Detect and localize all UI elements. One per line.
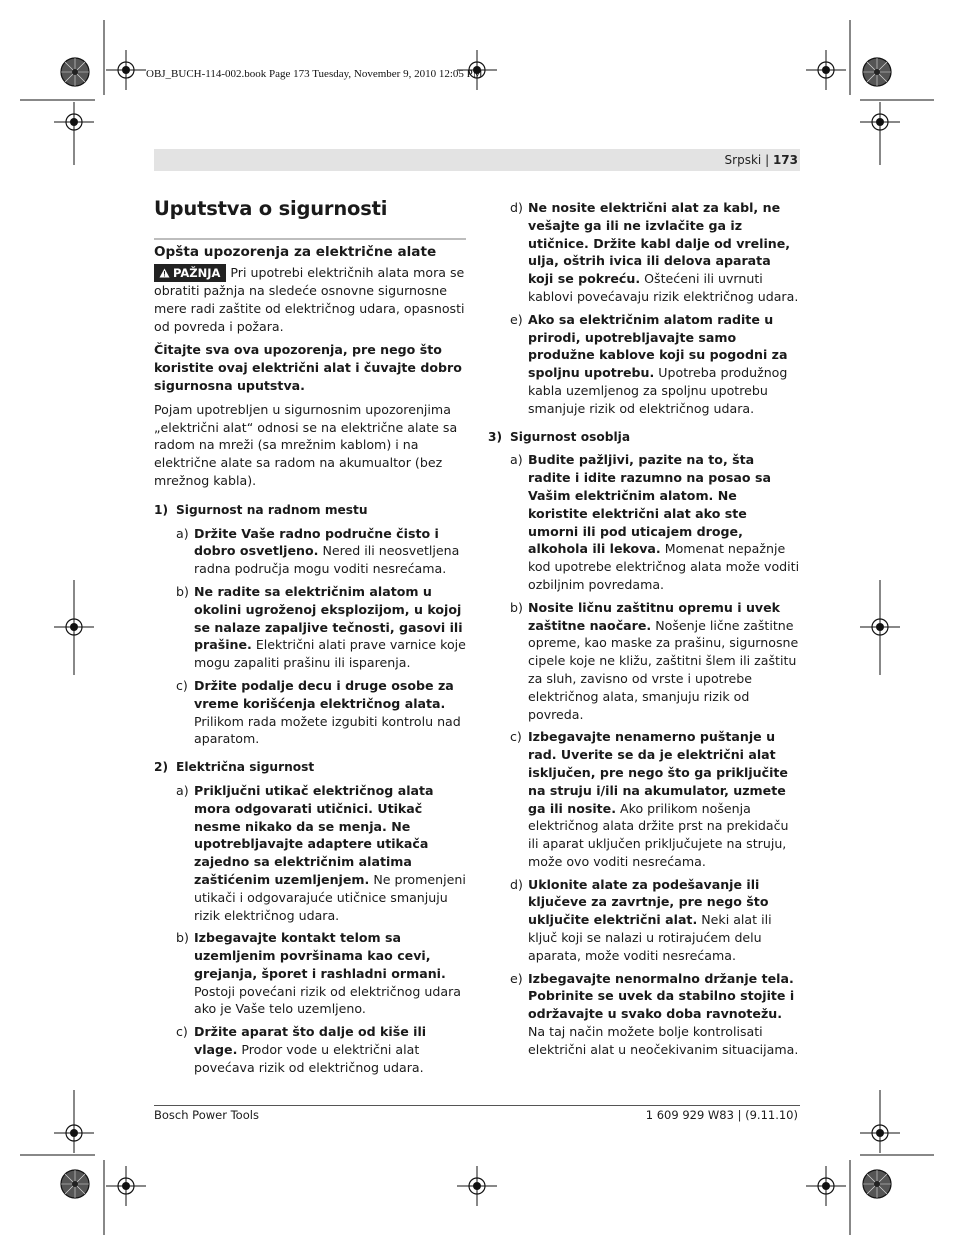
header-band [154, 149, 800, 171]
footer-rule [154, 1105, 800, 1106]
item-text: Prilikom rada možete izgubiti kontrolu nad aparatom. [194, 713, 461, 747]
list-item [488, 599, 800, 724]
item-bold: Izbegavajte nenamerno puštanje u rad. Uverite se da je električni alat isključen, pre nego što ga priključite na struju i/ili na akumulator, uzmete ga ili nosite. [528, 729, 788, 816]
header-language: Srpski [724, 153, 762, 167]
page-title: Uputstva o sigurnosti [154, 197, 388, 220]
section-2-heading [154, 759, 466, 777]
item-text: Upotreba produžnog kabla uzemljenog za spoljnu upotrebu smanjuje rizik od električnog udara. [528, 365, 788, 416]
item-text: Ako prilikom nošenja električnog alata držite prst na prekidaču ili aparat uključen priključujete na struju, može ovo voditi nesrećama. [528, 800, 789, 869]
definition-paragraph: Pojam upotrebljen u sigurnosnim upozorenjima „električni alat“ odnosi se na električne alate sa radom na mreži (sa mrežnim kablom) i na električne alate sa radom na akumualtor (bez mrežnog kabla). [154, 401, 458, 488]
item-bold: Držite podalje decu i druge osobe za vreme korišćenja električnog alata. [194, 677, 454, 711]
item-bold: Izbegavajte kontakt telom sa uzemljenim površinama kao cevi, grejanja, šporet i rashladni ormani. [194, 930, 446, 981]
item-bold: Držite Vaše radno područne čisto i dobro osvetljeno. [194, 525, 439, 559]
section-3-heading [488, 429, 800, 447]
list-item [154, 525, 466, 578]
left-column [154, 197, 466, 1077]
list-item [154, 929, 466, 1018]
section-subtitle: Opšta upozorenja za električne alate [154, 238, 466, 261]
section-title: Električna sigurnost [176, 760, 315, 775]
page-number: 173 [772, 153, 798, 167]
item-text: Nošenje lične zaštitne opreme, kao maske za prašinu, sigurnosne cipele koje ne kližu, zaštitni šlem ili zaštitu za sluh, zavisno od vrste i upotrebe električnog alata, smanjuju rizik od povreda. [528, 617, 799, 722]
footer-doc-code: 1 609 929 W83 | (9.11.10) [645, 1108, 798, 1122]
running-header [725, 153, 798, 167]
item-text: Nered ili neosvetljena radna područja mogu voditi nesrećama. [194, 543, 460, 577]
item-label: b) [176, 583, 189, 599]
item-label: e) [510, 970, 523, 986]
item-label: e) [510, 311, 523, 327]
list-item [154, 1023, 466, 1076]
list-item [154, 677, 466, 748]
item-bold: Ako sa električnim alatom radite u prirodi, upotrebljavajte samo produžne kablove koji su pogodni za spoljnu upotrebu. [528, 311, 788, 381]
item-label: d) [510, 876, 523, 892]
list-item [488, 728, 800, 870]
list-item [488, 876, 800, 965]
list-item [488, 970, 800, 1059]
item-label: b) [510, 599, 523, 615]
list-item [488, 311, 800, 418]
item-label: a) [510, 452, 523, 468]
warning-triangle-icon [159, 268, 170, 278]
item-bold: Ne radite sa električnim alatom u okolini ugroženoj eksplozijom, u kojoj se nalaze zapaljive tečnosti, gasovi ili prašine. [194, 583, 463, 653]
list-item [488, 199, 800, 306]
item-label: d) [510, 200, 523, 215]
print-slug: OBJ_BUCH-114-002.book Page 173 Tuesday, November 9, 2010 12:05 PM [146, 68, 483, 80]
list-item [154, 583, 466, 672]
item-bold: Ne nosite električni alat za kabl, ne vešajte ga ili ne izvlačite ga iz utičnice. Držite kabl dalje od vreline, ulja, oštrih ivica ili delova aparata koji se pokreću. [528, 200, 791, 287]
item-text: Neki alat ili ključ koji se nalazi u rotirajućem delu aparata, može voditi nesrećama. [528, 912, 772, 963]
item-text: Električni alati prave varnice koje mogu zapaliti prašinu ili isparenja. [194, 637, 466, 671]
section-title: Sigurnost na radnom mestu [176, 502, 368, 517]
section-number: 2) [154, 760, 169, 775]
footer-brand: Bosch Power Tools [154, 1108, 259, 1122]
intro-text: Pri upotrebi električnih alata mora se obratiti pažnja na sledeće osnovne sigurnosne mere radi zaštite od električnog udara, opasnosti od povreda i požara. [154, 265, 465, 334]
warning-badge [154, 264, 226, 282]
right-column [488, 199, 800, 1059]
item-label: b) [176, 930, 189, 946]
item-bold: Priključni utikač električnog alata mora odgovarati utičnici. Utikač nesme nikako da se menja. Ne upotrebljavajte adaptere utikača zajedno sa električnim alatima zaštićenim uzemljenjem. [194, 782, 434, 887]
section-number: 1) [154, 502, 169, 517]
read-note: Čitajte sva ova upozorenja, pre nego što koristite ovaj električni alat i čuvajte dobro sigurnosna uputstva. [154, 342, 462, 393]
item-label: a) [176, 782, 189, 798]
item-text: Prodor vode u električni alat povećava rizik od električnog udara. [194, 1042, 424, 1075]
item-bold: Nosite ličnu zaštitnu opremu i uvek zaštitne naočare. [528, 599, 781, 633]
section-1-heading [154, 502, 466, 520]
item-label: a) [176, 525, 189, 541]
section-title: Sigurnost osoblja [510, 429, 631, 444]
item-bold: Budite pažljivi, pazite na to, šta radite i idite razumno na posao sa Vašim električnim alatom. Ne koristite električni alat ako ste umorni ili pod uticajem droge, alkohola ili lekova. [528, 452, 771, 557]
warning-label: PAŽNJA [173, 266, 221, 280]
item-bold: Izbegavajte nenormalno držanje tela. Pobrinite se uvek da stabilno stojite i održavajte u svako doba ravnotežu. [528, 970, 795, 1022]
item-label: c) [176, 1024, 188, 1040]
item-text: Ne promenjeni utikači i odgovarajuće utičnice smanjuju rizik električnog udara. [194, 871, 466, 923]
list-item [488, 451, 800, 593]
item-text: Momenat nepažnje kod upotrebe električnog alata može voditi ozbiljnim povredama. [528, 541, 800, 592]
intro-paragraph [154, 264, 466, 335]
item-label: c) [510, 729, 522, 745]
header-separator: | [765, 153, 770, 167]
list-item [154, 782, 466, 924]
item-bold: Držite aparat što dalje od kiše ili vlage. [194, 1024, 427, 1058]
item-bold: Uklonite alate za podešavanje ili ključeve za zavrtnje, pre nego što uključite električni alat. [528, 876, 769, 928]
item-text: Oštećeni ili uvrnuti kablovi povećavaju rizik električnog udara. [528, 271, 799, 304]
item-text: Postoji povećani rizik od električnog udara ako je Vaše telo uzemljeno. [194, 983, 461, 1017]
section-number: 3) [488, 429, 503, 444]
item-label: c) [176, 677, 188, 693]
item-text: Na taj način možete bolje kontrolisati električni alat u neočekivanim situacijama. [528, 1024, 799, 1057]
